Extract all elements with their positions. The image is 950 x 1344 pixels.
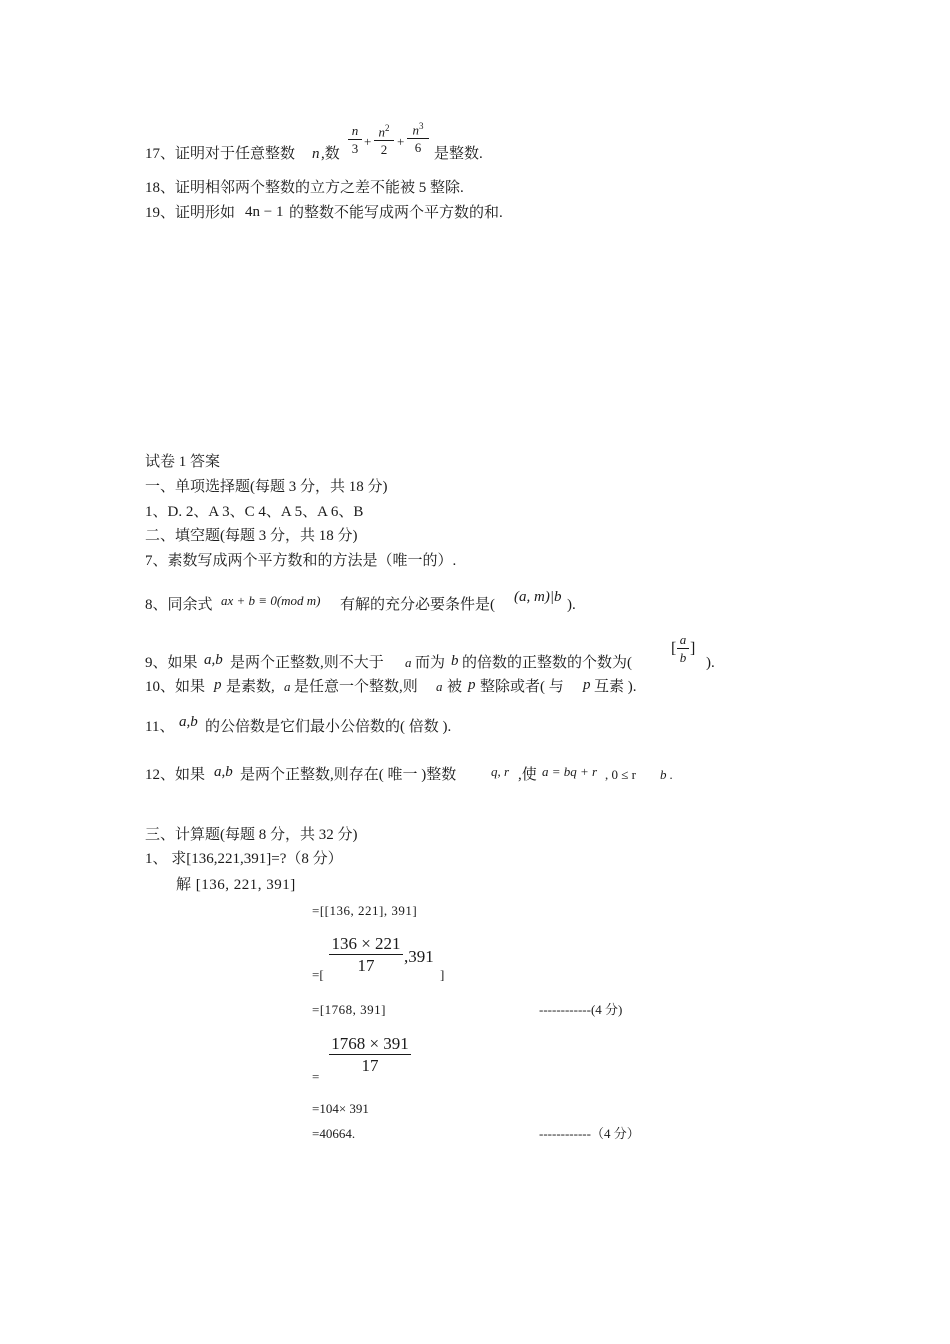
answer-10-text-c: 是任意一个整数,则 [294,679,418,695]
answer-12-b: b . [660,767,673,782]
calc-step-4-eq: = [312,1069,320,1084]
q17-text-b: ,数 [321,146,340,162]
answer-10-p3: p [583,677,591,693]
floor-bracket-close: ] [690,640,696,657]
answer-8-text-c: ). [567,597,576,613]
calc-step-1: =[[136, 221], 391] [312,903,418,918]
calc-step-6: =40664. [312,1126,356,1141]
answer-10-p2: p [468,677,476,693]
answer-11-text-b: 的公倍数是它们最小公倍数的( 倍数 ). [205,719,452,735]
problem-19-expr: 4n − 1 [245,204,284,220]
q17-plus2: + [397,134,405,149]
problem-19-b: 的整数不能写成两个平方数的和. [289,205,503,221]
calc-step-4-fraction: 1768 × 391 17 [329,1035,411,1074]
answer-10-a: a [284,679,291,694]
answer-9-text-e: ). [706,655,715,671]
answer-12-equation: a = bq + r [542,764,598,779]
q17-term1: n 3 [348,124,362,155]
answers-title: 试卷 1 答案 [145,454,221,470]
calc-1-question: 1、 求[136,221,391]=?（8 分） [145,851,343,867]
answer-9-b: b [451,653,459,669]
answer-12-text-a: 12、如果 [145,767,206,783]
section-3-heading: 三、计算题(每题 8 分，共 32 分) [145,827,358,843]
calc-step-6-score: ------------（4 分） [539,1126,640,1141]
answer-12-ab: a,b [214,764,233,780]
answer-9-text-b: 是两个正整数,则不大于 [230,655,384,671]
answer-8-text-b: 有解的充分必要条件是( [340,597,495,613]
answer-11-text-a: 11、 [145,719,175,735]
calc-1-solution: 解 [136, 221, 391] [176,877,296,893]
calc-step-3-score: ------------(4 分) [539,1002,623,1017]
answer-12-text-c: ,使 [518,767,537,783]
answer-10-text-d: 被 [447,679,463,695]
answer-9-fraction: a b [677,633,689,664]
section-1-answers: 1、D. 2、A 3、C 4、A 5、A 6、B [145,504,364,520]
answer-10-text-e: 整除或者( 与 [480,679,564,695]
calc-step-2-tail: ,391 [404,947,434,966]
floor-bracket-open: [ [671,640,677,657]
calc-step-2-fraction: 136 × 221 17 [329,935,403,974]
answer-10-p: p [214,677,222,693]
answer-12-qr: q, r [491,764,510,779]
q17-text-a: 17、证明对于任意整数 [145,146,296,162]
q17-term3: $n^3$ 6 [407,122,429,154]
answer-9-ab: a,b [204,652,223,668]
q17-text-c: 是整数. [434,146,483,162]
answer-9-text-d: 的倍数的正整数的个数为( [462,655,632,671]
answer-10-text-b: 是素数, [226,679,275,695]
answer-8-condition: (a, m)|b [514,589,562,605]
answer-11-ab: a,b [179,714,198,730]
q17-var-n: n [312,146,320,162]
answer-9-text-a: 9、如果 [145,655,198,671]
answer-10-a2: a [436,679,443,694]
answer-12-text-b: 是两个正整数,则存在( 唯一 )整数 [240,767,457,783]
calc-step-5: =104× 391 [312,1101,369,1116]
section-1-heading: 一、单项选择题(每题 3 分，共 18 分) [145,479,388,495]
section-2-heading: 二、填空题(每题 3 分，共 18 分) [145,528,358,544]
answer-8-congruence: ax + b ≡ 0(mod m) [221,593,321,608]
calc-step-3: =[1768, 391] [312,1002,386,1017]
calc-step-2-open: =[ [312,967,324,982]
answer-9-a: a [405,655,412,670]
answer-7: 7、素数写成两个平方数和的方法是（唯一的）. [145,553,457,569]
q17-term2: $n^2$ 2 [374,124,394,156]
answer-10-text-f: 互素 ). [594,679,637,695]
answer-10-text-a: 10、如果 [145,679,206,695]
q17-plus1: + [364,134,372,149]
problem-19-a: 19、证明形如 [145,205,236,221]
answer-9-text-c: 而为 [415,655,446,671]
calc-step-2-close: ] [440,967,445,982]
problem-18: 18、证明相邻两个整数的立方之差不能被 5 整除. [145,180,464,196]
answer-8-text-a: 8、同余式 [145,597,213,613]
answer-12-inequality: , 0 ≤ r [605,767,636,782]
